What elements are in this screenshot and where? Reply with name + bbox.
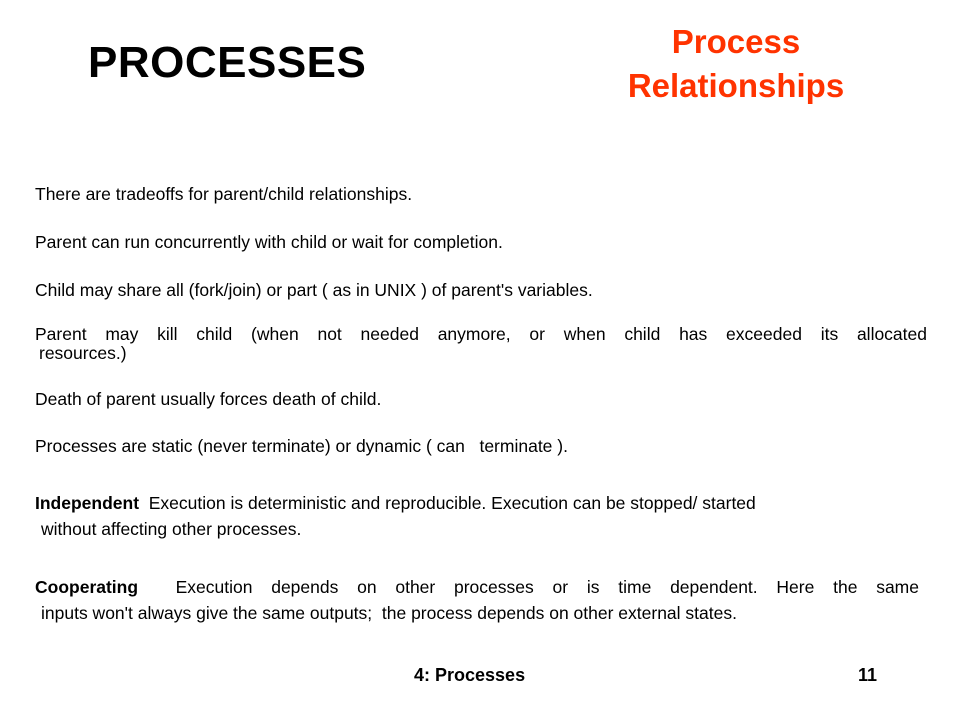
independent-line-1 <box>35 490 919 516</box>
paragraph-tradeoffs: There are tradeoffs for parent/child relationships. <box>35 184 413 204</box>
cooperating-text-line-2: inputs won't always give the same outputs; the process depends on other external states. <box>41 603 737 623</box>
paragraph-death-of-parent: Death of parent usually forces death of child. <box>35 389 382 409</box>
section-title-line-2: Relationships <box>627 67 845 104</box>
paragraph-kill-child-line-1: Parent may kill child (when not needed anymore, or when child has exceeded its allocated <box>35 324 927 344</box>
slide-title: PROCESSES <box>88 38 367 87</box>
paragraph-kill-child <box>35 325 927 363</box>
section-title <box>600 20 872 108</box>
footer-page-number: 11 <box>858 665 878 685</box>
paragraph-static-dynamic: Processes are static (never terminate) or dynamic ( can terminate ). <box>35 436 568 456</box>
section-title-line-1: Process <box>671 23 801 60</box>
paragraph-sharing: Child may share all (fork/join) or part ( as in UNIX ) of parent's variables. <box>35 280 593 300</box>
cooperating-term: Cooperating <box>35 577 139 597</box>
cooperating-line-1 <box>35 574 919 600</box>
paragraph-concurrency: Parent can run concurrently with child or wait for completion. <box>35 232 503 252</box>
footer-chapter-label: 4: Processes <box>414 665 526 685</box>
paragraph-kill-child-line-2: resources.) <box>39 343 127 363</box>
independent-text-line-2: without affecting other processes. <box>41 519 302 539</box>
cooperating-text-line-1: Execution depends on other processes or is time dependent. Here the same <box>138 577 919 597</box>
cooperating-definition <box>35 574 919 626</box>
independent-definition <box>35 490 919 542</box>
independent-term: Independent <box>35 493 140 513</box>
independent-text-line-1: Execution is deterministic and reproducible. Execution can be stopped/ started <box>139 493 756 513</box>
